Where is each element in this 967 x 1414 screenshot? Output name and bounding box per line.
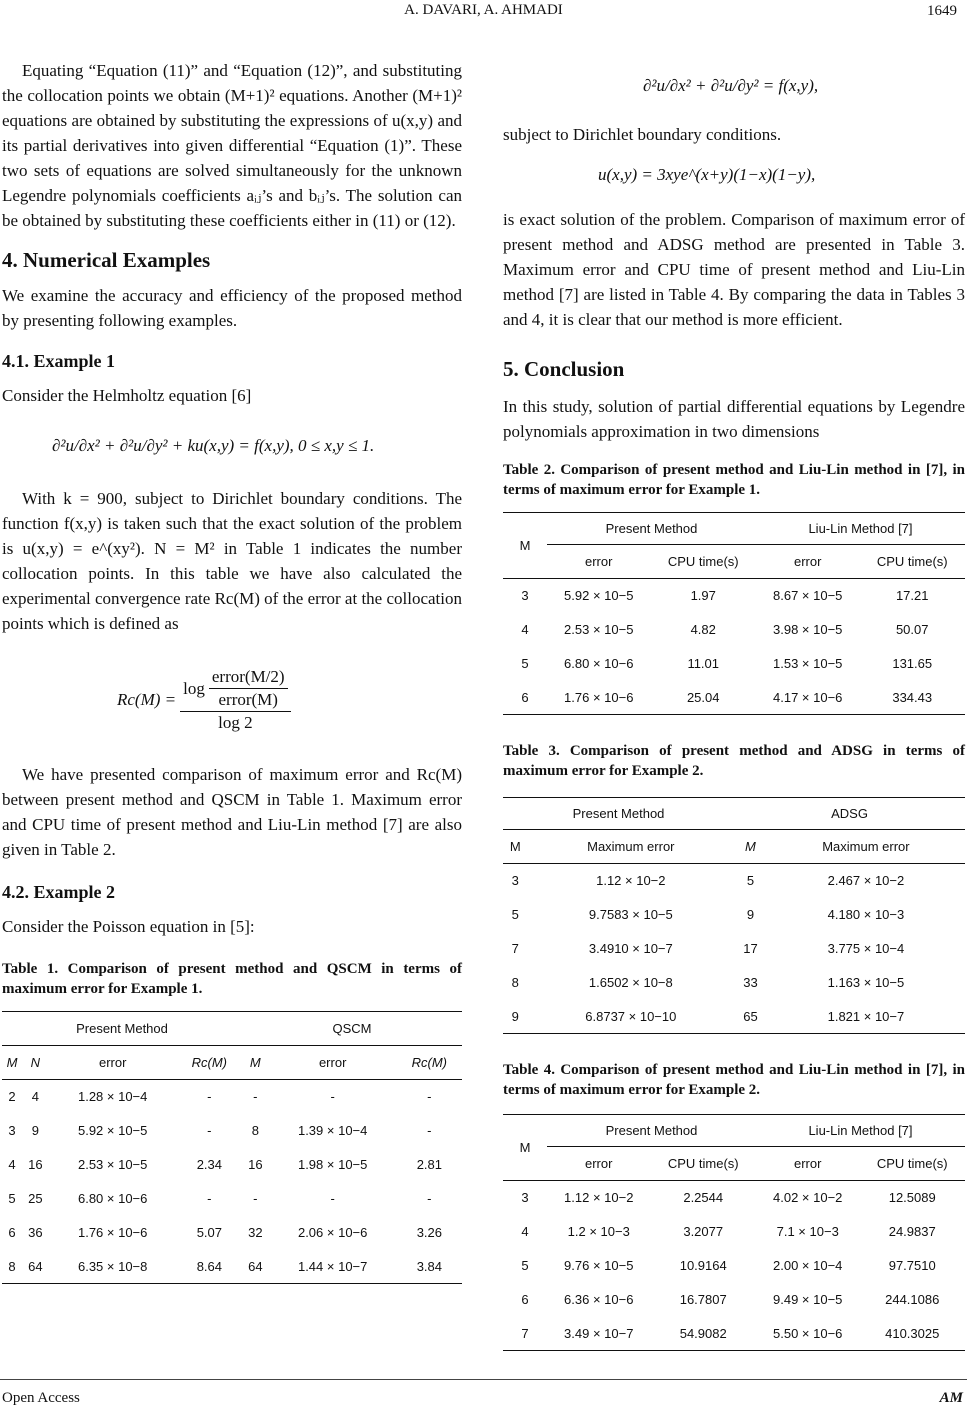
table-cell: 5 <box>8 1191 16 1206</box>
paragraph-left-6: Consider the Poisson equation in [5]: <box>2 917 255 936</box>
table-row <box>2 1114 462 1148</box>
table-cell: 7 <box>511 941 519 956</box>
table-cell: 4.82 <box>690 622 716 637</box>
table-1-body <box>2 1080 462 1284</box>
page-number: 1649 <box>927 3 957 19</box>
table-row <box>503 1249 965 1283</box>
table-cell: 3.84 <box>416 1258 442 1274</box>
table-2-caption: Table 2. Comparison of present method and Liu-Lin method in [7], in terms of maximum error for Example 1. <box>503 462 965 498</box>
table-cell: 33 <box>743 975 758 990</box>
table-cell: - <box>253 1191 258 1206</box>
table-cell: 5 <box>521 1258 529 1273</box>
equation-exact-solution: u(x,y) = 3xye^(x+y)(1−x)(1−y), <box>598 165 816 184</box>
paragraph-right-3: In this study, solution of partial differential equations by Legendre polynomials approximation in two dimensions <box>503 397 965 441</box>
table-cell: 3.98 × 10−5 <box>773 622 843 637</box>
table-row <box>2 1182 462 1216</box>
table-cell: 9.49 × 10−5 <box>773 1292 843 1307</box>
table-4 <box>503 1114 965 1351</box>
table-row <box>2 1080 462 1114</box>
table-cell: 8.64 <box>196 1258 222 1274</box>
table-cell: 2 <box>8 1089 16 1105</box>
table-3-caption: Table 3. Comparison of present method and ADSG in terms of maximum error for Example 2. <box>503 743 965 779</box>
table-cell: 65 <box>743 1008 758 1024</box>
table-cell: 2.34 <box>196 1157 222 1172</box>
table-cell: - <box>207 1123 212 1138</box>
subsection-heading-4-1: 4.1. Example 1 <box>2 351 116 371</box>
table-cell: 3 <box>521 588 529 604</box>
table-4-group-present: Present Method <box>547 1115 756 1147</box>
table-2-header: error <box>793 554 822 569</box>
table-cell: 9.76 × 10−5 <box>564 1258 634 1273</box>
table-1-header: N <box>30 1055 41 1070</box>
table-cell: 3 <box>511 873 519 889</box>
table-cell: 6.35 × 10−8 <box>77 1258 148 1274</box>
table-4-header: error <box>585 1156 613 1171</box>
table-cell: 2.06 × 10−6 <box>297 1225 368 1240</box>
table-cell: 12.5089 <box>888 1190 936 1206</box>
table-cell: 1.76 × 10−6 <box>564 689 634 705</box>
table-2-header: CPU time(s) <box>876 554 948 569</box>
table-cell: - <box>427 1191 432 1206</box>
table-row <box>503 1000 965 1034</box>
table-cell: 1.6502 × 10−8 <box>588 975 673 990</box>
table-row <box>503 966 965 1000</box>
table-cell: 1.44 × 10−7 <box>297 1258 368 1274</box>
table-cell: 6.36 × 10−6 <box>564 1292 634 1307</box>
table-cell: 9 <box>511 1008 519 1024</box>
table-row <box>503 681 965 715</box>
table-cell: 3.2077 <box>683 1224 724 1239</box>
table-cell: 244.1086 <box>885 1292 940 1307</box>
table-cell: 131.65 <box>892 656 933 671</box>
table-cell: 5 <box>746 873 755 889</box>
table-cell: 1.12 × 10−2 <box>564 1190 634 1206</box>
table-cell: - <box>207 1089 212 1105</box>
table-3-header: Maximum error <box>822 839 910 854</box>
table-2 <box>503 512 965 715</box>
footer-open-access: Open Access <box>2 1390 80 1406</box>
table-4-body <box>503 1181 965 1351</box>
table-cell: 1.163 × 10−5 <box>827 975 905 990</box>
table-2-group-liulin: Liu-Lin Method [7] <box>756 513 965 545</box>
table-cell: 9.7583 × 10−5 <box>588 907 673 922</box>
right-column <box>503 50 965 1351</box>
table-4-header: CPU time(s) <box>876 1156 948 1171</box>
table-cell: 4.180 × 10−3 <box>827 907 905 922</box>
table-cell: 1.2 × 10−3 <box>567 1224 630 1239</box>
subsection-heading-4-2: 4.2. Example 2 <box>2 882 116 902</box>
section-heading-4: 4. Numerical Examples <box>2 248 211 272</box>
equation-denominator: log 2 <box>218 713 253 732</box>
paragraph-left-2: We examine the accuracy and efficiency of the proposed method by presenting following examples. <box>2 286 462 330</box>
table-2-header: error <box>585 554 613 569</box>
equation-poisson: ∂²u/∂x² + ∂²u/∂y² = f(x,y), <box>643 76 819 95</box>
table-cell: 3 <box>8 1123 16 1138</box>
table-cell: 16 <box>28 1157 43 1172</box>
table-row <box>2 1148 462 1182</box>
table-1-header: Rc(M) <box>191 1055 228 1070</box>
table-cell: 6 <box>521 1292 529 1307</box>
table-cell: 7.1 × 10−3 <box>776 1224 839 1239</box>
equation-lhs: Rc(M) = <box>117 690 177 709</box>
footer-journal: AM <box>939 1390 963 1406</box>
table-cell: 5.50 × 10−6 <box>773 1325 843 1341</box>
table-cell: 64 <box>28 1258 43 1274</box>
table-cell: 6 <box>8 1225 16 1240</box>
table-2-header: CPU time(s) <box>667 554 739 569</box>
equation-log: log <box>183 678 205 698</box>
table-cell: 8.67 × 10−5 <box>773 588 843 604</box>
table-cell: 4.17 × 10−6 <box>773 689 843 705</box>
table-cell: 3 <box>521 1190 529 1206</box>
table-cell: 2.2544 <box>683 1190 724 1206</box>
table-3 <box>503 797 965 1034</box>
table-row <box>503 932 965 966</box>
paragraph-right-2: is exact solution of the problem. Comparison of maximum error of present method and ADSG method are presented in Table 3. Maximum error and CPU time of present method and Liu-Lin method [7] are listed in Table 4. By comparing the data in Tables 3 and 4, it is clear that our method is more efficient. <box>503 210 965 329</box>
table-cell: 2.467 × 10−2 <box>827 873 905 889</box>
table-cell: 7 <box>521 1325 529 1341</box>
table-row <box>2 1250 462 1284</box>
table-4-m-header: M <box>503 1115 547 1181</box>
table-1-header: M <box>249 1055 261 1070</box>
table-cell: - <box>427 1089 432 1105</box>
left-column <box>2 50 462 1284</box>
table-cell: 32 <box>248 1225 263 1240</box>
table-cell: 3.775 × 10−4 <box>827 941 905 956</box>
table-cell: 54.9082 <box>679 1325 727 1341</box>
table-cell: 10.9164 <box>679 1258 727 1273</box>
table-cell: 8 <box>8 1258 16 1274</box>
table-cell: - <box>330 1089 335 1105</box>
table-cell: 50.07 <box>895 622 929 637</box>
paragraph-left-5: We have presented comparison of maximum error and Rc(M) between present method and QSCM in Table 1. Maximum error and CPU time of present method and Liu-Lin method [7] are also given in Table 2. <box>2 765 462 859</box>
table-cell: - <box>330 1191 335 1206</box>
equation-helmholtz: ∂²u/∂x² + ∂²u/∂y² + ku(x,y) = f(x,y), 0 ≤ x,y ≤ 1. <box>52 436 375 455</box>
table-cell: 2.53 × 10−5 <box>77 1157 148 1172</box>
table-2-body <box>503 579 965 715</box>
table-cell: 2.00 × 10−4 <box>773 1258 843 1273</box>
table-4-group-liulin: Liu-Lin Method [7] <box>756 1115 965 1147</box>
table-cell: 6.80 × 10−6 <box>77 1191 148 1206</box>
table-row <box>503 1181 965 1215</box>
table-4-header: CPU time(s) <box>667 1156 739 1171</box>
table-cell: 25.04 <box>686 689 720 705</box>
table-3-header: M <box>509 839 521 854</box>
table-cell: 6.8737 × 10−10 <box>585 1008 677 1024</box>
table-cell: 4.02 × 10−2 <box>773 1190 843 1206</box>
table-cell: 4 <box>31 1089 39 1105</box>
paragraph-left-3: Consider the Helmholtz equation [6] <box>2 386 252 405</box>
table-row <box>503 613 965 647</box>
equation-convergence-rate <box>2 650 462 750</box>
paragraph-right-1: subject to Dirichlet boundary conditions. <box>503 125 782 144</box>
table-cell: 1.53 × 10−5 <box>773 656 843 671</box>
table-4-header: error <box>793 1156 822 1171</box>
table-cell: 8 <box>511 975 519 990</box>
table-cell: 4 <box>521 1224 529 1239</box>
table-cell: 9 <box>746 907 755 922</box>
table-row <box>2 1216 462 1250</box>
equation-inner-denominator: error(M) <box>218 690 278 709</box>
table-cell: 3.26 <box>416 1225 442 1240</box>
section-heading-5: 5. Conclusion <box>503 357 625 381</box>
table-row <box>503 579 965 613</box>
table-1-header: M <box>6 1055 18 1070</box>
table-cell: - <box>427 1123 432 1138</box>
table-1-caption: Table 1. Comparison of present method and QSCM in terms of maximum error for Example 1. <box>2 961 462 997</box>
table-cell: - <box>207 1191 212 1206</box>
table-cell: 9 <box>31 1123 39 1138</box>
table-cell: 4 <box>521 622 529 637</box>
table-cell: 2.53 × 10−5 <box>564 622 634 637</box>
table-cell: 97.7510 <box>888 1258 936 1273</box>
table-cell: 5.07 <box>196 1225 222 1240</box>
table-cell: 4 <box>8 1157 16 1172</box>
table-cell: 1.12 × 10−2 <box>596 873 666 889</box>
table-cell: 64 <box>248 1258 263 1274</box>
table-cell: 24.9837 <box>888 1224 936 1239</box>
paragraph-left-1: Equating “Equation (11)” and “Equation (12)”, and substituting the collocation points we obtain (M+1)² equations. Another (M+1)² equations are obtained by substituting the expressions of u(x,y) and its partial derivatives into given differential “Equation (1)”. These two sets of equations are solved simultaneously for the unknown Legendre polynomials coefficients aᵢⱼ’s and bᵢⱼ’s. The solution can be obtained by substituting these coefficients either in (11) or (12). <box>2 61 462 230</box>
table-cell: 5.92 × 10−5 <box>564 588 634 604</box>
equation-inner-numerator: error(M/2) <box>209 666 288 689</box>
table-cell: 16.7807 <box>679 1292 727 1307</box>
page-footer <box>0 1379 967 1414</box>
running-header: A. DAVARI, A. AHMADI <box>404 2 563 18</box>
table-cell: 8 <box>251 1123 259 1138</box>
table-3-group-present: Present Method <box>572 806 665 821</box>
table-row <box>503 1317 965 1351</box>
table-cell: 1.821 × 10−7 <box>827 1008 905 1024</box>
table-cell: 6 <box>521 689 529 705</box>
table-cell: 36 <box>28 1225 43 1240</box>
table-3-header: Maximum error <box>587 839 675 854</box>
table-row <box>503 864 965 898</box>
table-cell: - <box>253 1089 258 1105</box>
table-2-m-header: M <box>503 513 547 579</box>
table-cell: 16 <box>248 1157 263 1172</box>
table-3-header: M <box>745 839 756 854</box>
table-cell: 6.80 × 10−6 <box>564 656 634 671</box>
table-cell: 2.81 <box>416 1157 442 1172</box>
table-cell: 1.28 × 10−4 <box>77 1089 148 1105</box>
table-4-caption: Table 4. Comparison of present method and Liu-Lin method in [7], in terms of maximum error for Example 2. <box>503 1062 965 1098</box>
table-cell: 3.4910 × 10−7 <box>588 941 673 956</box>
table-cell: 1.98 × 10−5 <box>297 1157 368 1172</box>
table-cell: 5 <box>521 656 529 671</box>
table-cell: 17 <box>743 941 758 956</box>
table-cell: 1.76 × 10−6 <box>77 1225 148 1240</box>
table-cell: 3.49 × 10−7 <box>564 1325 634 1341</box>
table-1-group-present: Present Method <box>76 1021 168 1036</box>
table-cell: 5.92 × 10−5 <box>77 1123 148 1138</box>
table-1-header: Rc(M) <box>411 1055 448 1070</box>
equation-fraction <box>180 666 290 734</box>
table-row <box>503 1283 965 1317</box>
table-cell: 17.21 <box>895 588 929 604</box>
table-2-group-present: Present Method <box>547 513 756 545</box>
table-1-group-qscm: QSCM <box>332 1021 372 1036</box>
table-cell: 25 <box>28 1191 43 1206</box>
table-3-body <box>503 864 965 1034</box>
table-cell: 1.39 × 10−4 <box>297 1123 368 1138</box>
table-row <box>503 898 965 932</box>
table-1-header: error <box>98 1055 127 1070</box>
table-1-header: error <box>318 1055 347 1070</box>
table-cell: 11.01 <box>687 656 720 671</box>
table-3-group-adsg: ADSG <box>831 806 868 821</box>
table-cell: 5 <box>511 907 519 922</box>
table-row <box>503 647 965 681</box>
paragraph-left-4: With k = 900, subject to Dirichlet boundary conditions. The function f(x,y) is taken such that the exact solution of the problem is u(x,y) = e^(xy²). N = M² in Table 1 indicates the number collocation points. In this table we have also calculated the experimental convergence rate Rc(M) of the error at the collocation points which is defined as <box>2 489 462 633</box>
table-cell: 410.3025 <box>885 1325 940 1341</box>
table-row <box>503 1215 965 1249</box>
table-cell: 334.43 <box>892 689 933 705</box>
table-cell: 1.97 <box>690 588 716 604</box>
table-1 <box>2 1011 462 1284</box>
